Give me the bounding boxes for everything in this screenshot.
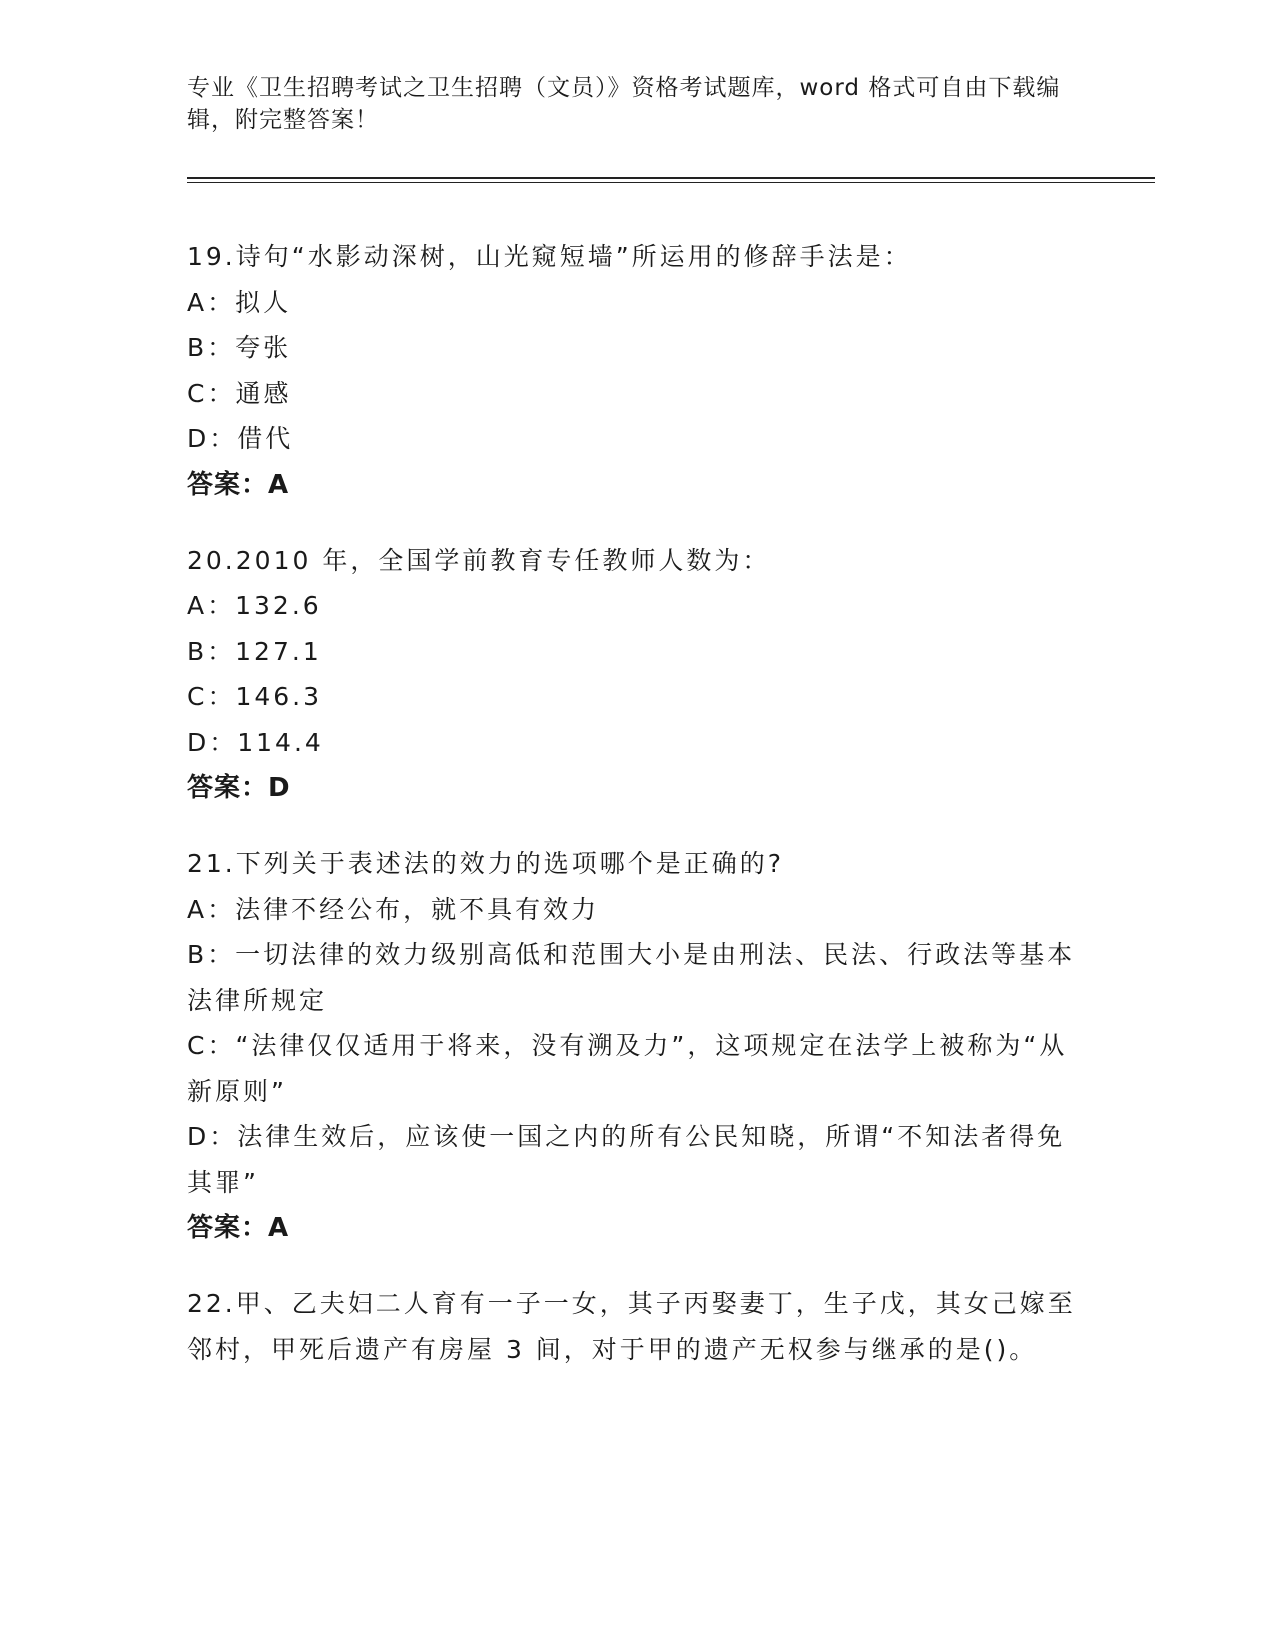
option-b: B：一切法律的效力级别高低和范围大小是由刑法、民法、行政法等基本法律所规定 — [187, 940, 1076, 1015]
answer-label: 答案：A — [187, 1213, 290, 1243]
option-d: D：借代 — [187, 424, 294, 453]
header-divider-thick — [187, 177, 1155, 179]
question-20 — [187, 538, 1077, 812]
question-19 — [187, 234, 1077, 508]
option-c: C：146.3 — [187, 682, 323, 711]
option-c: C：“法律仅仅适用于将来，没有溯及力”，这项规定在法学上被称为“从新原则” — [187, 1031, 1068, 1106]
question-stem: 22.甲、乙夫妇二人育有一子一女，其子丙娶妻丁，生子戊，其女己嫁至邻村，甲死后遗产有房屋 3 间，对于甲的遗产无权参与继承的是()。 — [187, 1289, 1076, 1364]
option-a: A：法律不经公布，就不具有效力 — [187, 894, 600, 924]
answer-label: 答案：A — [187, 469, 290, 500]
option-d: D：法律生效后，应该使一国之内的所有公民知晓，所谓“不知法者得免其罪” — [187, 1122, 1066, 1197]
question-stem: 21.下列关于表述法的效力的选项哪个是正确的? — [187, 849, 785, 878]
document-header: 专业《卫生招聘考试之卫生招聘（文员）》资格考试题库，word 格式可自由下载编辑，附完整答案！ — [187, 75, 1061, 133]
option-a: A：132.6 — [187, 591, 322, 620]
option-a: A：拟人 — [187, 287, 292, 317]
question-stem: 19.诗句“水影动深树，山光窥短墙”所运用的修辞手法是： — [187, 242, 912, 271]
option-d: D：114.4 — [187, 727, 324, 757]
question-list — [187, 234, 1077, 1402]
answer-label: 答案：D — [187, 773, 291, 803]
option-c: C：通感 — [187, 378, 292, 408]
option-b: B：127.1 — [187, 636, 322, 666]
question-stem: 20.2010 年，全国学前教育专任教师人数为： — [187, 545, 771, 575]
question-21 — [187, 841, 1077, 1251]
option-b: B：夸张 — [187, 333, 292, 362]
question-22 — [187, 1281, 1077, 1372]
header-divider-thin — [187, 182, 1155, 183]
